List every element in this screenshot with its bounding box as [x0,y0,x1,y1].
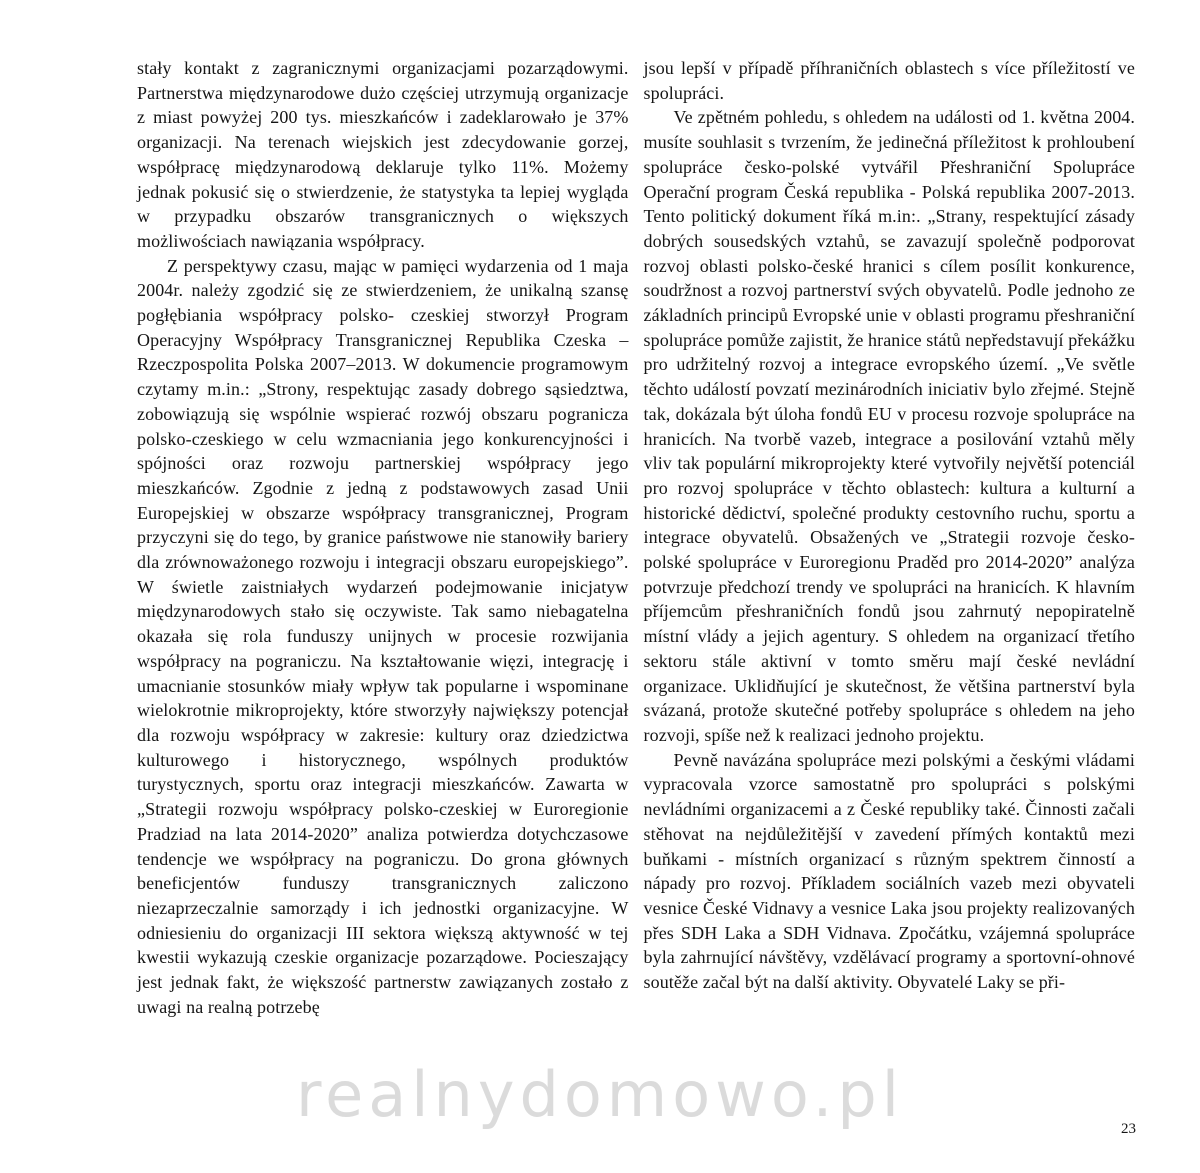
text-columns [137,56,1135,1019]
right-column [644,56,1136,1019]
paragraph: Pevně navázána spolupráce mezi polskými a českými vládami vypracovala vzorce samostatně pro spolupráci s polskými nevládními organizacemi a z České republiky také. Činnosti začali stěhovat na nejdůležitější v zavedení přímých kontaktů mezi buňkami - místních organizací s různým spektrem činností a nápady pro rozvoj. Příkladem sociálních vazeb mezi obyvateli vesnice České Vidnavy a vesnice Laka jsou projekty realizovaných přes SDH Laka a SDH Vidnava. Zpočátku, vzájemná spolupráce byla zahrnující návštěvy, vzdělávací programy a sportovní-ohnové soutěže začal být na další aktivity. Obyvatelé Laky se při- [643,749,1135,993]
watermark: realnydomowo.pl [296,1058,904,1131]
page-number: 23 [1121,1121,1136,1137]
paragraph: Z perspektywy czasu, mając w pamięci wydarzenia od 1 maja 2004r. należy zgodzić się ze stwierdzeniem, że unikalną szansę pogłębiania współpracy polsko- czeskiej stworzył Program Operacyjny Współpracy Transgranicznej Republika Czeska – Rzeczpospolita Polska 2007–2013. W dokumencie programowym czytamy m.in.: „Strony, respektując zasady dobrego sąsiedztwa, zobowiązują się wspólnie wspierać rozwój obszaru pogranicza polsko-czeskiego w celu wzmacniania jego konkurencyjności i spójności oraz rozwoju partnerskiej współpracy jego mieszkańców. Zgodnie z jedną z podstawowych zasad Unii Europejskiej w obszarze współpracy transgranicznej, Program przyczyni się do tego, by granice państwowe nie stanowiły bariery dla zrównoważonego rozwoju i integracji obszaru europejskiego”. W świetle zaistniałych wydarzeń podejmowanie inicjatyw międzynarodowych stało się oczywiste. Tak samo niebagatelna okazała się rola funduszy unijnych w procesie rozwijania współpracy na pograniczu. Na kształtowanie więzi, integrację i umacnianie stosunków miały wpływ tak popularne i wspominane wielokrotnie mikroprojekty, które stworzyły największy potencjał dla rozwoju współpracy w zakresie: kultury oraz dziedzictwa kulturowego i historycznego, wspólnych produktów turystycznych, sportu oraz integracji mieszkańców. Zawarta w „Strategii rozwoju współpracy polsko-czeskiej w Euroregionie Pradziad na lata 2014-2020” analiza potwierdza dotychczasowe tendencje we współpracy na pograniczu. Do grona głównych beneficjentów funduszy transgranicznych zaliczono niezaprzeczalnie samorządy i ich jednostki organizacyjne. W odniesieniu do organizacji III sektora większą aktywność w tej kwestii wykazują czeskie organizacje pozarządowe. Pocieszający jest jednak fakt, że większość partnerstw zawiązanych zostało z uwagi na realną potrzebę [137,255,629,1017]
paragraph: jsou lepší v případě příhraničních oblastech s více příležitostí ve spolupráci. [643,58,1135,103]
left-column [137,56,629,1019]
paragraph: stały kontakt z zagranicznymi organizacjami pozarządowymi. Partnerstwa międzynarodowe dużo częściej utrzymują organizacje z miast powyżej 200 tys. mieszkańców i zadeklarowało je 37% organizacji. Na terenach wiejskich jest zdecydowanie gorzej, współpracę międzynarodową deklaruje tylko 11%. Możemy jednak pokusić się o stwierdzenie, że statystyka ta lepiej wygląda w przypadku obszarów transgranicznych o większych możliwościach nawiązania współpracy. [137,58,629,251]
paragraph: Ve zpětném pohledu, s ohledem na události od 1. května 2004. musíte souhlasit s tvrzením, že jedinečná příležitost k prohloubení spolupráce česko-polské vytvářil Přeshraniční Spolupráce Operační program Česká republika - Polská republika 2007-2013. Tento politický dokument říká m.in:. „Strany, respektující zásady dobrých sousedských vztahů, se zavazují společně podporovat rozvoj oblasti polsko-české hranici s cílem posílit konkurence, soudržnost a rozvoj partnerství svých obyvatelů. Podle jednoho ze základních principů Evropské unie v oblasti programu přeshraniční spolupráce pomůže zajistit, že hranice států nepředstavují překážku pro udržitelný rozvoj a integrace evropského území. „Ve světle těchto událostí povzatí mezinárodních iniciativ bylo zřejmé. Stejně tak, dokázala být úloha fondů EU v procesu rozvoje spolupráce na hranicích. Na tvorbě vazeb, integrace a posilování vztahů měly vliv tak populární mikroprojekty které vytvořily největší potenciál pro rozvoj spolupráce v těchto oblastech: kultura a kulturní a historické dědictví, společné produkty cestovního ruchu, sportu a integrace obyvatelů. Obsažených ve „Strategii rozvoje česko-polské spolupráce v Euroregionu Praděd pro 2014-2020” analýza potvrzuje předchozí trendy ve spolupráci na hranicích. K hlavním příjemcům přeshraničních fondů jsou zahrnutý nepopiratelně místní vlády a jejich agentury. S ohledem na organizací třetího sektoru stále aktivní v tomto směru mají české nevládní organizace. Uklidňující je skutečnost, že většina partnerství byla svázaná, protože skutečné potřeby spolupráce s ohledem na jeho rozvoji, spíše než k realizaci jednoho projektu. [643,107,1136,745]
